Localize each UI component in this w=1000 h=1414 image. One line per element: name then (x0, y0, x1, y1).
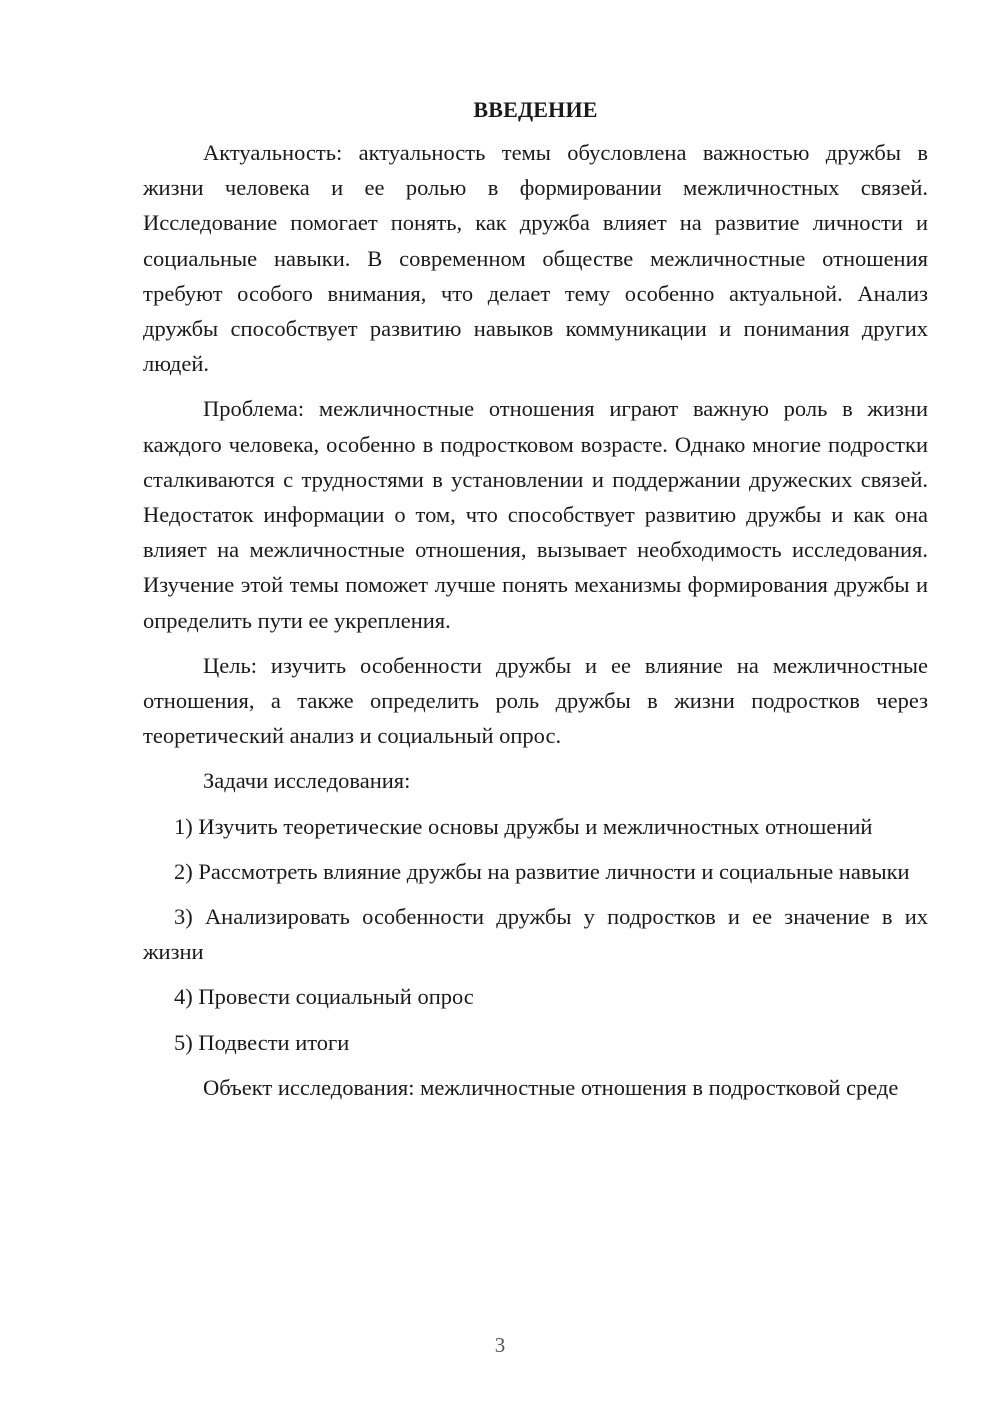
task-item-2: 2) Рассмотреть влияние дружбы на развитие личности и социальные навыки (174, 858, 910, 884)
tasks-heading: Задачи исследования: (203, 768, 411, 794)
document-page (143, 92, 928, 1115)
page-number: 3 (494, 1333, 506, 1357)
goal-paragraph: Цель: изучить особенности дружбы и ее влияние на межличностные отношения, а также определить роль дружбы в жизни подростков через теоретический анализ и социальный опрос. (143, 652, 928, 749)
object-paragraph: Объект исследования: межличностные отношения в подростковой среде (203, 1074, 899, 1100)
task-item-3: 3) Анализировать особенности дружбы у подростков и ее значение в их жизни (143, 904, 928, 965)
task-item-1: 1) Изучить теоретические основы дружбы и межличностных отношений (174, 813, 873, 839)
problem-paragraph: Проблема: межличностные отношения играют важную роль в жизни каждого человека, особенно в подростковом возрасте. Однако многие подростки сталкиваются с трудностями в установлении и поддержании дружеских связей. Недостаток информации о том, что способствует развитию дружбы и как она влияет на межличностные отношения, вызывает необходимость исследования. Изучение этой темы поможет лучше понять механизмы формирования дружбы и определить пути ее укрепления. (143, 396, 928, 633)
section-title: ВВЕДЕНИЕ (473, 97, 598, 122)
relevance-paragraph: Актуальность: актуальность темы обусловлена важностью дружбы в жизни человека и ее ролью в формировании межличностных связей. Исследование помогает понять, как дружба влияет на развитие личности и социальные навыки. В современном обществе межличностные отношения требуют особого внимания, что делает тему особенно актуальной. Анализ дружбы способствует развитию навыков коммуникации и понимания других людей. (143, 140, 928, 377)
task-item-4: 4) Провести социальный опрос (174, 984, 474, 1010)
task-item-5: 5) Подвести итоги (174, 1029, 350, 1055)
